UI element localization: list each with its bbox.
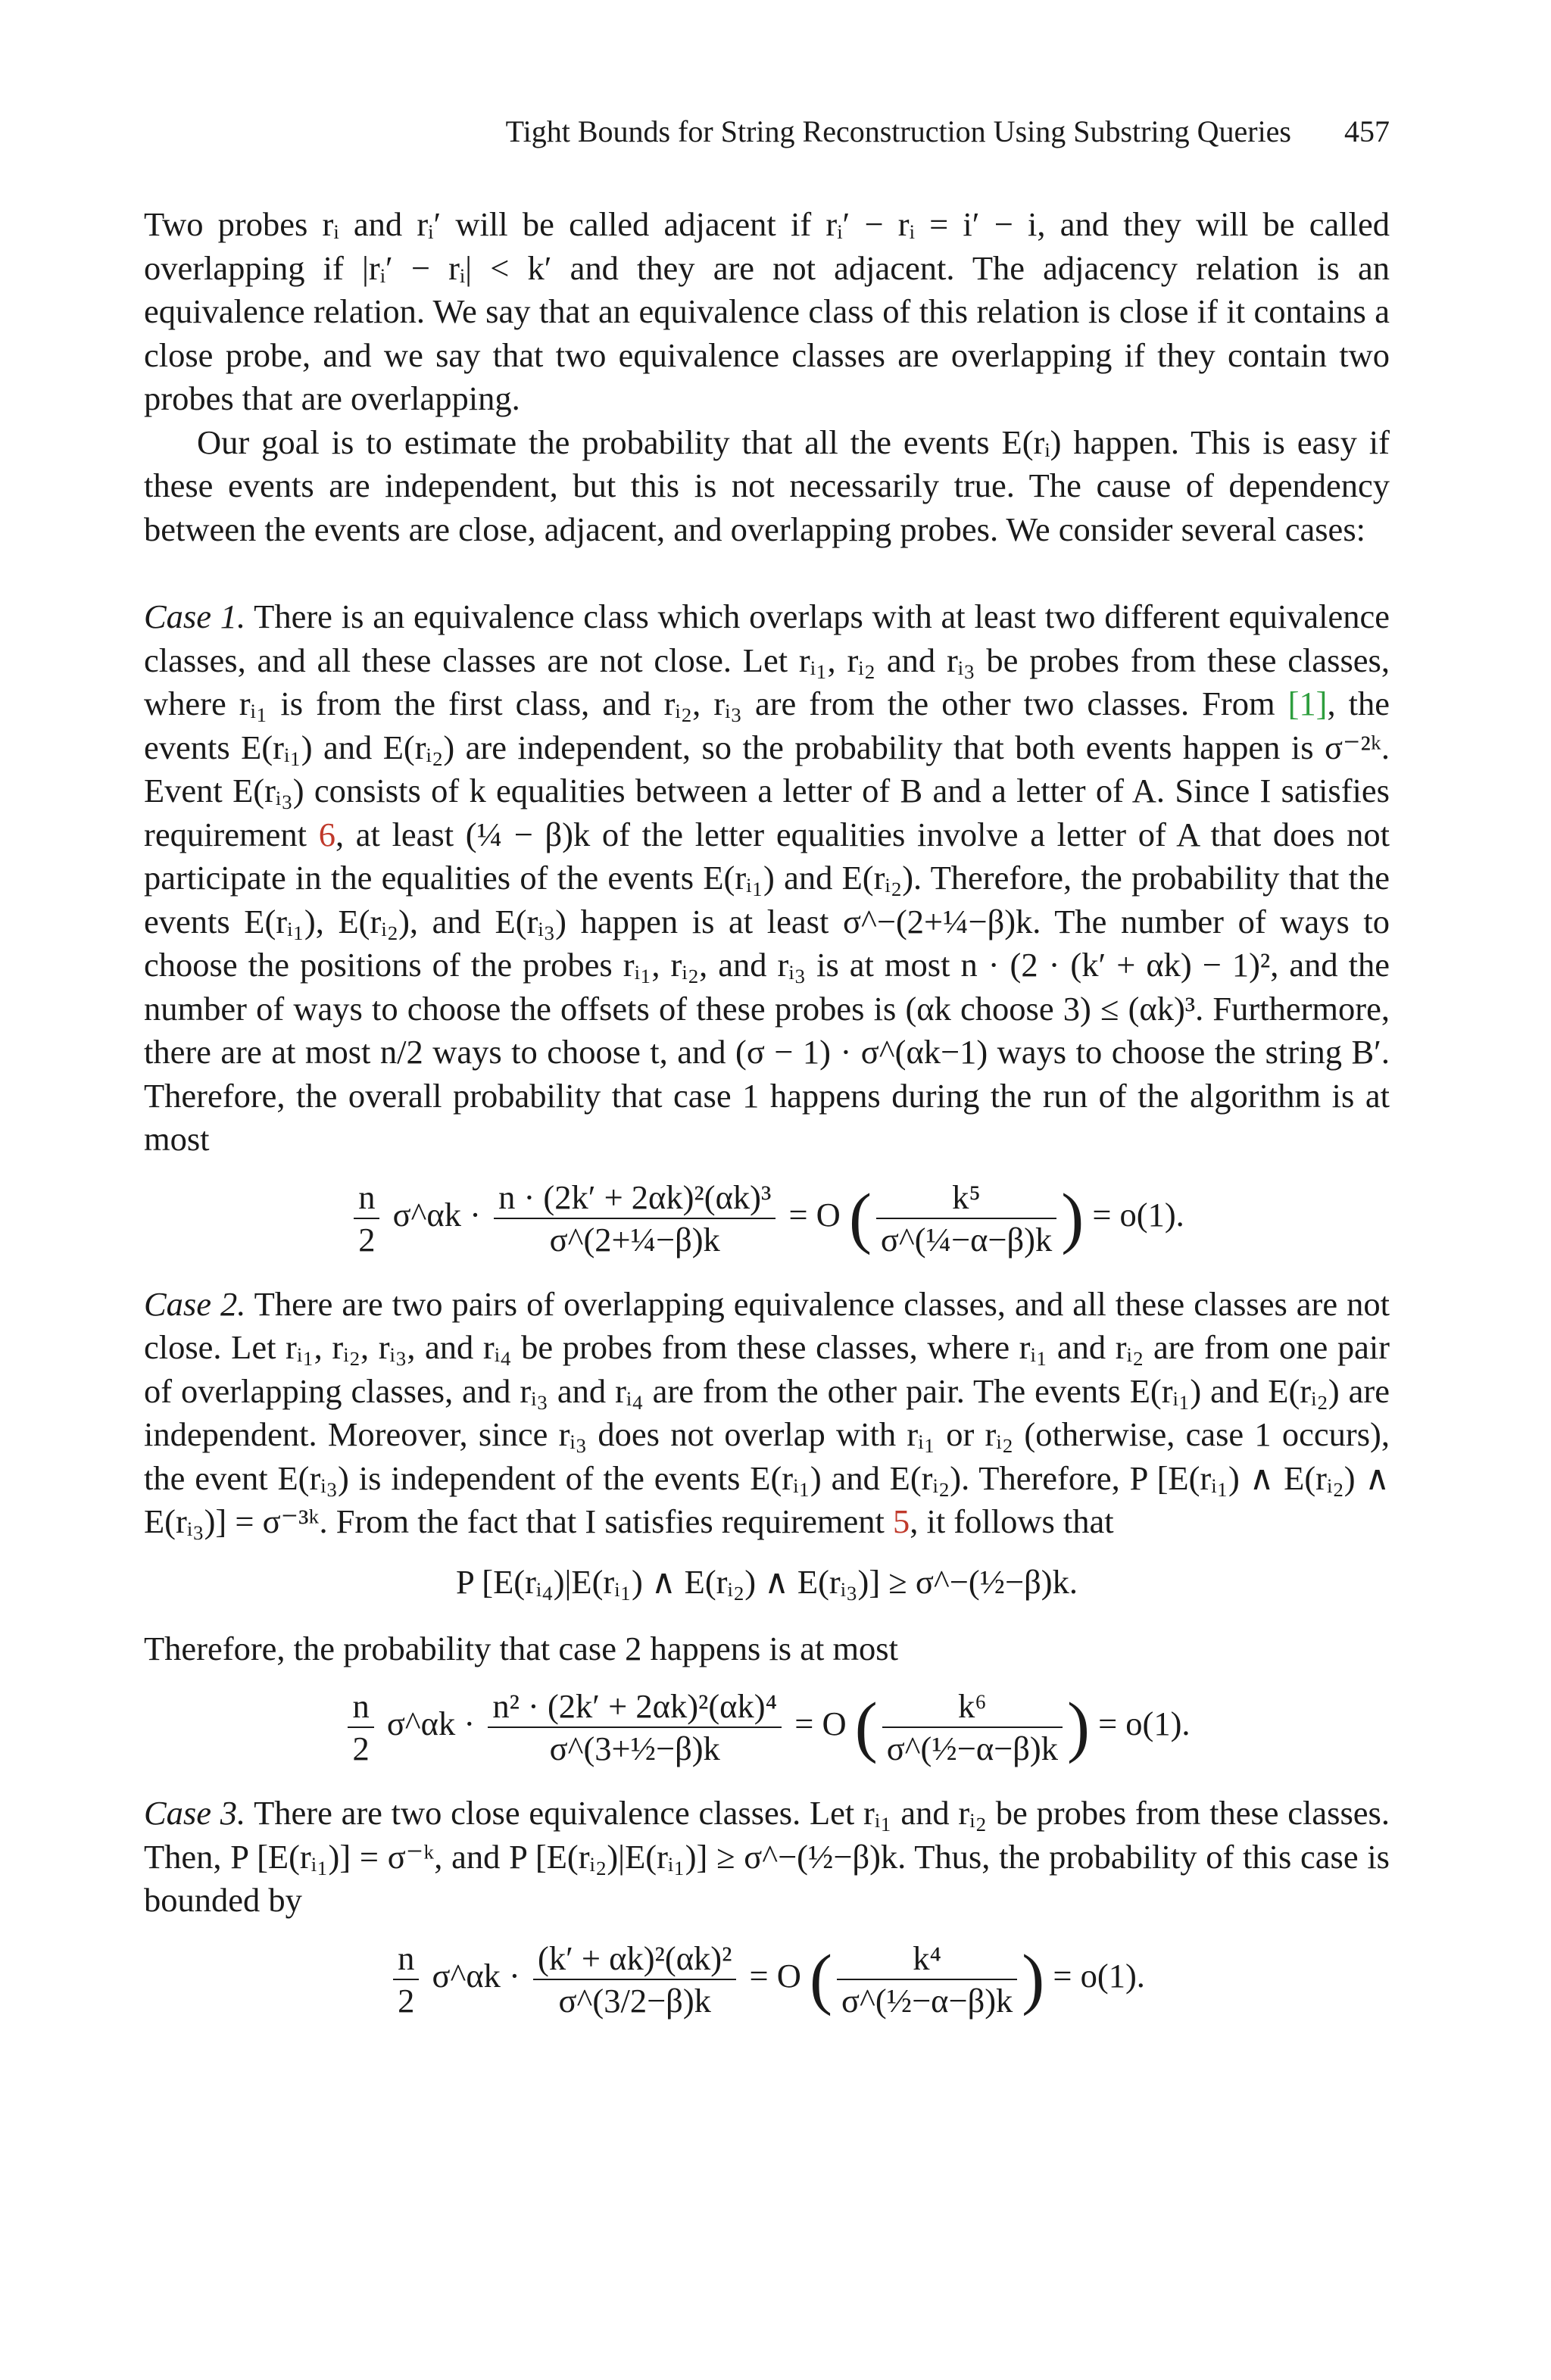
equation-case-1: $\frac{n}{2}$ σ^αk · $\frac{\text{n · (2k′ + 2αk)²(αk)³}}{\text{σ\textasciicircum{}(2+¼−β)k}}$ = O ( $\frac{\text{k⁵}}{\text{σ\textasciicircum{}(¼−α−β)k}}$ ) = o(1). [144,1177,1390,1260]
case-3: Case 3. There are two close equivalence classes. Let rᵢ₁ and rᵢ₂ be probes from these classes. Then, P [E(rᵢ₁)] = σ⁻ᵏ, and P [E(rᵢ₂)|E(rᵢ₁)] ≥ σ^−(½−β)k. Thus, the probability of this case is bounded by [144,1794,1390,1919]
equation-case-3: $\frac{n}{2}$ σ^αk · $\frac{\text{(k′ + αk)²(αk)²}}{\sigma\^{}(3/2-\beta)k}$ = O ( $\frac{\text{k⁴}}{\text{σ\textasciicircum{}(½−α−β)k}}$ ) = o(1). [144,1938,1390,2021]
case-2-label: Case 2. [144,1284,246,1323]
paragraph-goal: Our goal is to estimate the probability that all the events E(rᵢ) happen. This is easy if these events are independent, but this is not necessarily true. The cause of dependency between the events are close, adjacent, and overlapping probes. We consider several cases: [144,423,1390,548]
case-3-label: Case 3. [144,1794,246,1832]
paragraph-adjacency: Two probes rᵢ and rᵢ′ will be called adjacent if rᵢ′ − rᵢ = i′ − i, and they will be called overlapping if |rᵢ′ − rᵢ| < k′ and they are not adjacent. The adjacency relation is an equivalence relation. We say that an equivalence class of this relation is close if it contains a close probe, and we say that two equivalence classes are overlapping if they contain two probes that are overlapping. [144,205,1390,417]
equation-case-2: $\frac{n}{2}$ σ^αk · $\frac{\text{n² · (2k′ + 2αk)²(αk)⁴}}{\text{σ\textasciicircum{}(3+½−β)k}}$ = O ( $\frac{\text{k⁶}}{\text{σ\textasciicircum{}(½−α−β)k}}$ ) = o(1). [144,1686,1390,1769]
equation-case-2-conditional: P [E(rᵢ₄)|E(rᵢ₁) ∧ E(rᵢ₂) ∧ E(rᵢ₃)] ≥ σ^−(½−β)k. [456,1562,1078,1601]
page-body [144,203,1390,2044]
page [144,0,1390,2380]
requirement-link-6[interactable]: 6 [318,815,335,853]
citation-link[interactable]: [1] [1287,685,1328,722]
case-1: Case 1. There is an equivalence class which overlaps with at least two different equivalence classes, and all these classes are not close. Let rᵢ₁, rᵢ₂ and rᵢ₃ be probes from these classes, where rᵢ₁ is from the first class, and rᵢ₂, rᵢ₃ are from the other two classes. From [1], the events E(rᵢ₁) and E(rᵢ₂) are independent, so the probability that both events happen is σ⁻²ᵏ. Event E(rᵢ₃) consists of k equalities between a letter of B and a letter of A. Since I satisfies requirement 6, at least (¼ − β)k of the letter equalities involve a letter of A that does not participate in the equalities of the events E(rᵢ₁) and E(rᵢ₂). Therefore, the probability that the events E(rᵢ₁), E(rᵢ₂), and E(rᵢ₃) happen is at least σ^−(2+¼−β)k. The number of ways to choose the positions of the probes rᵢ₁, rᵢ₂, and rᵢ₃ is at most n · (2 · (k′ + αk) − 1)², and the number of ways to choose the offsets of these probes is (αk choose 3) ≤ (αk)³. Furthermore, there are at most n/2 ways to choose t, and (σ − 1) · σ^(αk−1) ways to choose the string B′. Therefore, the overall probability that case 1 happens during the run of the algorithm is at most [144,597,1390,1158]
page-number: 457 [1344,114,1390,148]
case-1-label: Case 1. [144,597,246,635]
case-2-continuation: Therefore, the probability that case 2 happens is at most [144,1629,898,1667]
running-title: Tight Bounds for String Reconstruction Using Substring Queries [505,114,1291,148]
requirement-link-5[interactable]: 5 [892,1502,910,1540]
case-2: Case 2. There are two pairs of overlapping equivalence classes, and all these classes are not close. Let rᵢ₁, rᵢ₂, rᵢ₃, and rᵢ₄ be probes from these classes, where rᵢ₁ and rᵢ₂ are from one pair of overlapping classes, and rᵢ₃ and rᵢ₄ are from the other pair. The events E(rᵢ₁) and E(rᵢ₂) are independent. Moreover, since rᵢ₃ does not overlap with rᵢ₁ or rᵢ₂ (otherwise, case 1 occurs), the event E(rᵢ₃) is independent of the events E(rᵢ₁) and E(rᵢ₂). Therefore, P [E(rᵢ₁) ∧ E(rᵢ₂) ∧ E(rᵢ₃)] = σ⁻³ᵏ. From the fact that I satisfies requirement 5, it follows that [144,1284,1390,1540]
running-header [326,114,1390,149]
